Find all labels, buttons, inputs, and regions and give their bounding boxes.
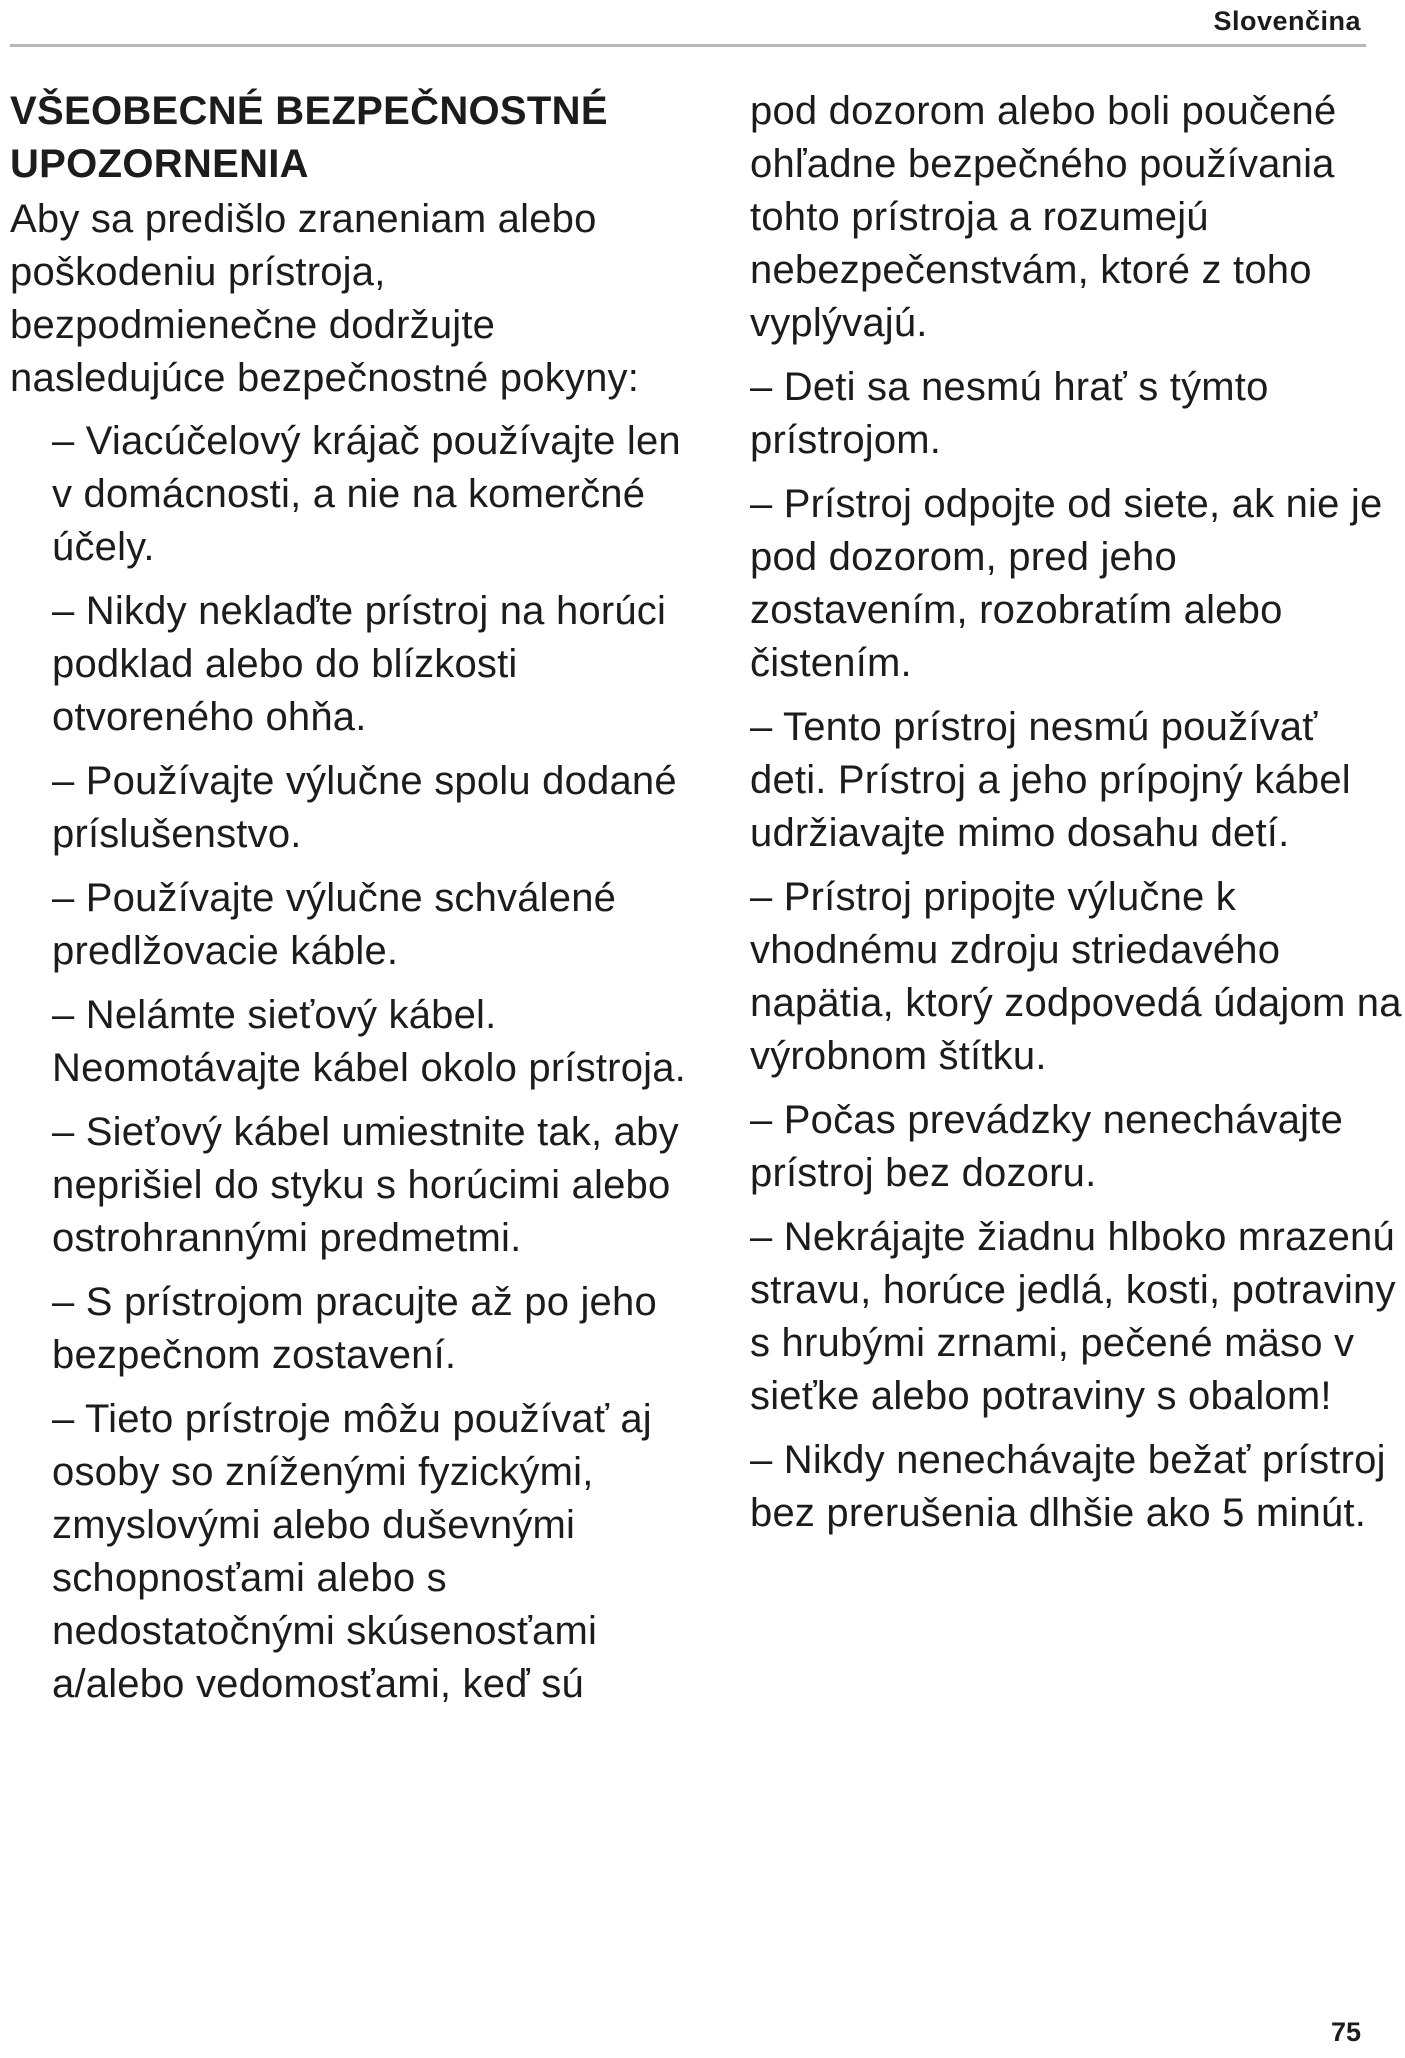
safety-item: – Používajte výlučne schválené predlžovacie káble. [52, 876, 617, 973]
safety-item: – Viacúčelový krájač používajte len v domácnosti, a nie na komerčné účely. [52, 419, 681, 569]
safety-item: – Počas prevádzky nenechávajte prístroj bez dozoru. [750, 1098, 1344, 1195]
safety-item: – Nikdy neklaďte prístroj na horúci podklad alebo do blízkosti otvoreného ohňa. [52, 589, 667, 739]
safety-item: – Nikdy nenechávajte bežať prístroj bez prerušenia dlhšie ako 5 minút. [750, 1438, 1386, 1535]
safety-item: – Prístroj pripojte výlučne k vhodnému zdroju striedavého napätia, ktorý zodpovedá údajom na výrobnom štítku. [750, 875, 1402, 1078]
left-safety-list [10, 415, 690, 1711]
safety-item: – Tento prístroj nesmú používať deti. Prístroj a jeho prípojný kábel udržiavajte mimo dosahu detí. [750, 705, 1351, 855]
safety-item: – Nekrájajte žiadnu hlboko mrazenú stravu, horúce jedlá, kosti, potraviny s hrubými zrnami, pečené mäso v sieťke alebo potraviny s obalom! [750, 1215, 1396, 1418]
safety-item: – Tieto prístroje môžu používať aj osoby so zníženými fyzickými, zmyslovými alebo duševnými schopnosťami alebo s nedostatočnými skúsenosťami a/alebo vedomosťami, keď sú [52, 1397, 652, 1706]
page-number: 75 [1330, 2017, 1361, 2047]
left-column [10, 85, 690, 1722]
safety-item: – S prístrojom pracujte až po jeho bezpečnom zostavení. [52, 1280, 657, 1377]
safety-item: – Používajte výlučne spolu dodané príslušenstvo. [52, 759, 677, 856]
language-label: Slovenčina [1213, 6, 1361, 36]
header-divider [10, 44, 1366, 47]
section-heading: VŠEOBECNÉ BEZPEČNOSTNÉ UPOZORNENIA [10, 89, 608, 186]
right-safety-list [750, 361, 1405, 1540]
safety-item: – Sieťový kábel umiestnite tak, aby neprišiel do styku s horúcimi alebo ostrohrannými predmetmi. [52, 1110, 679, 1260]
intro-paragraph: Aby sa predišlo zraneniam alebo poškodeniu prístroja, bezpodmienečne dodržujte nasledujúce bezpečnostné pokyny: [10, 197, 640, 400]
safety-item: – Deti sa nesmú hrať s týmto prístrojom. [750, 365, 1269, 462]
continued-item-text: pod dozorom alebo boli poučené ohľadne bezpečného používania tohto prístroja a rozumejú nebezpečenstvám, ktoré z toho vyplývajú. [750, 89, 1337, 345]
safety-item: – Nelámte sieťový kábel. Neomotávajte kábel okolo prístroja. [52, 993, 686, 1090]
safety-item: – Prístroj odpojte od siete, ak nie je pod dozorom, pred jeho zostavením, rozobratím alebo čistením. [750, 482, 1383, 685]
right-column [750, 85, 1405, 1551]
